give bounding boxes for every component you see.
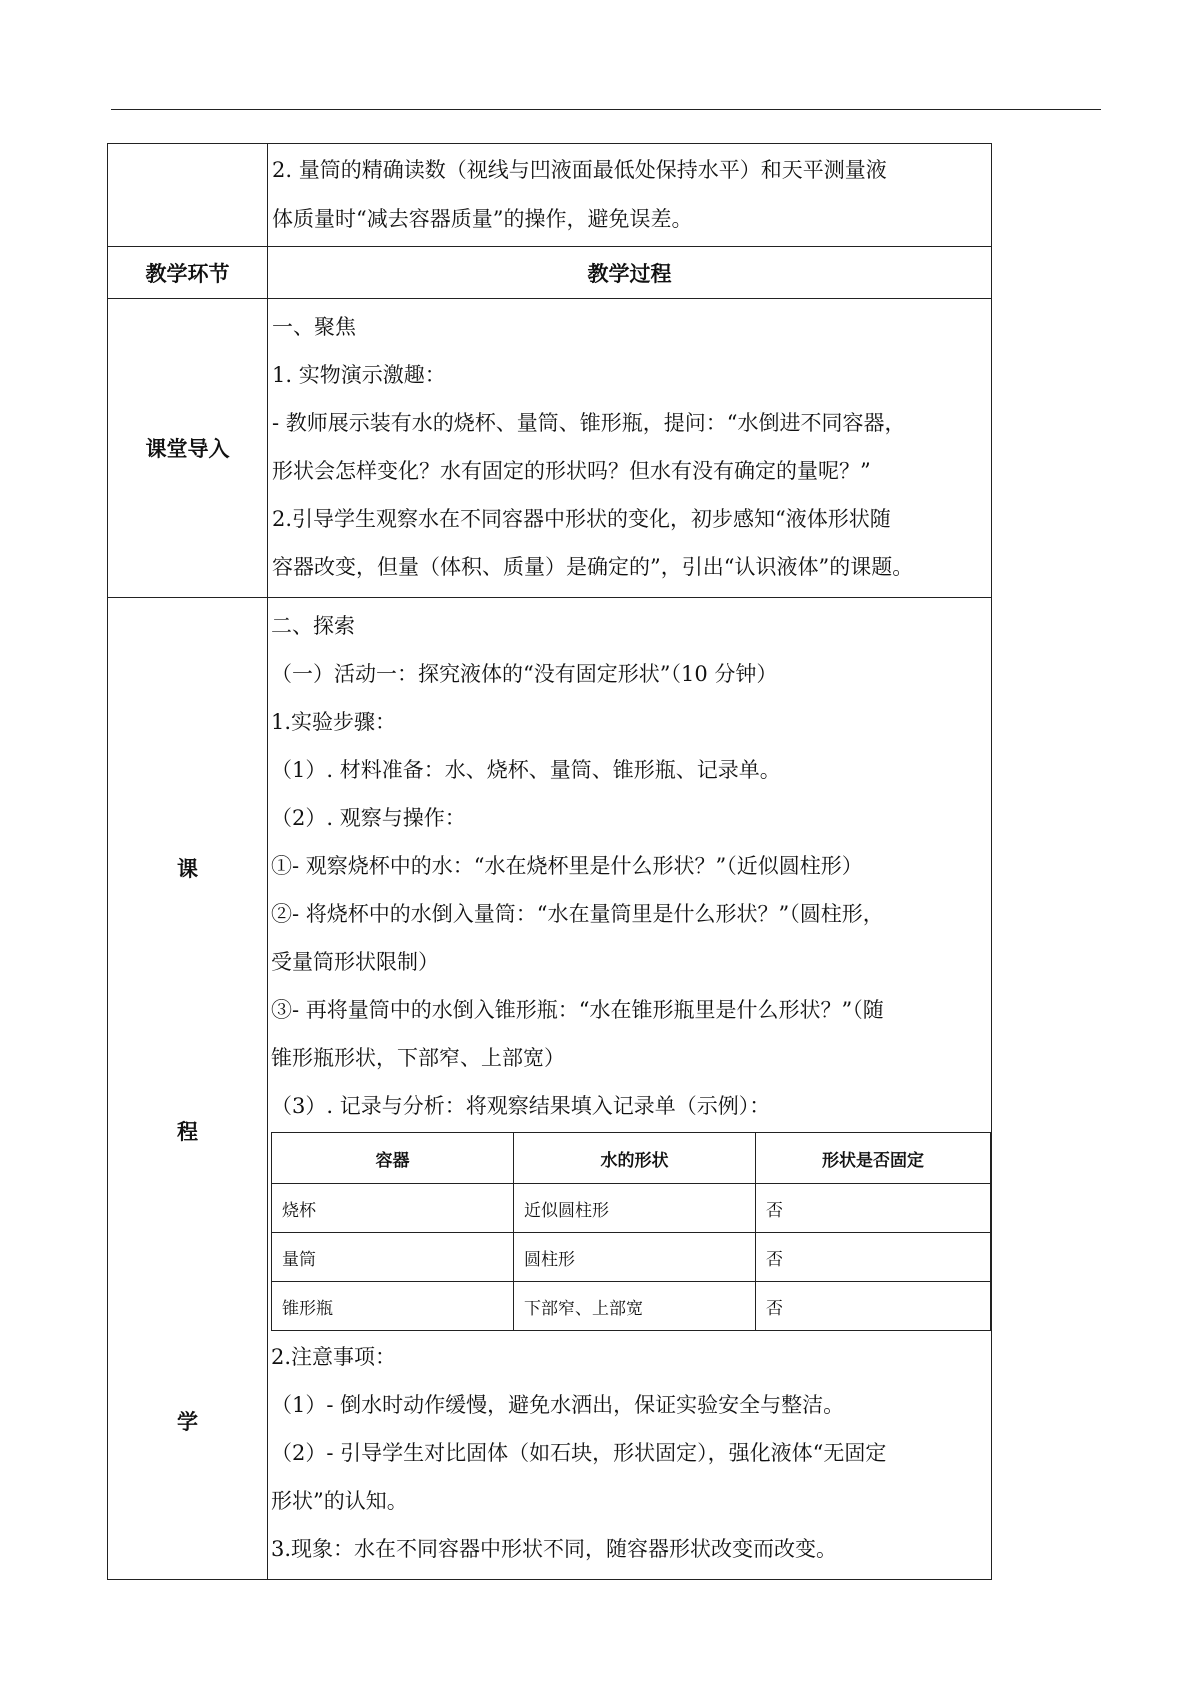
table-row (272, 1184, 991, 1233)
text-line: 一、聚焦 (272, 315, 356, 339)
record-sheet-table (271, 1132, 991, 1331)
text-line: 受量筒形状限制） (271, 950, 439, 974)
text-line: （1）. 材料准备：水、烧杯、量筒、锥形瓶、记录单。 (271, 758, 781, 782)
record-cell: 锥形瓶 (272, 1282, 514, 1331)
intro-label: 课堂导入 (108, 299, 268, 598)
text-line: 2.注意事项： (271, 1345, 397, 1369)
lesson-label-char: 学 (177, 1410, 198, 1434)
text-line: 1. 实物演示激趣： (272, 363, 446, 387)
record-cell: 否 (756, 1233, 991, 1282)
text-line: 2.引导学生观察水在不同容器中形状的变化，初步感知“液体形状随 (272, 507, 891, 531)
record-cell: 烧杯 (272, 1184, 514, 1233)
lesson-content (268, 598, 992, 1580)
text-line: 2. 量筒的精确读数（视线与凹液面最低处保持水平）和天平测量液 (272, 158, 887, 182)
text-line: （3）. 记录与分析：将观察结果填入记录单（示例）： (271, 1094, 771, 1118)
text-line: 形状”的认知。 (271, 1489, 408, 1513)
intro-content (268, 299, 992, 598)
row-lesson (108, 598, 992, 1580)
text-line: - 教师展示装有水的烧杯、量筒、锥形瓶，提问：“水倒进不同容器， (272, 411, 906, 435)
table-row (272, 1233, 991, 1282)
text-line: 1.实验步骤： (271, 710, 397, 734)
text-line: （2）. 观察与操作： (271, 806, 466, 830)
record-header-cell: 水的形状 (514, 1133, 756, 1184)
record-header-cell: 形状是否固定 (756, 1133, 991, 1184)
reading-notes-cell (268, 144, 992, 247)
record-cell: 否 (756, 1282, 991, 1331)
lesson-label-cell (108, 598, 268, 1580)
text-line: （2）- 引导学生对比固体（如石块，形状固定），强化液体“无固定 (271, 1441, 887, 1465)
record-header-cell: 容器 (272, 1133, 514, 1184)
header-rule (111, 109, 1101, 110)
lesson-label-char: 课 (177, 857, 198, 881)
text-line: （一）活动一：探究液体的“没有固定形状”（10 分钟） (271, 662, 778, 686)
empty-cell (108, 144, 268, 247)
lesson-plan-table (107, 143, 992, 1580)
record-cell: 下部窄、上部宽 (514, 1282, 756, 1331)
text-line: ②- 将烧杯中的水倒入量筒：“水在量筒里是什么形状？”（圆柱形， (271, 902, 884, 926)
header-teaching-process: 教学过程 (268, 247, 992, 299)
row-reading-notes (108, 144, 992, 247)
text-line: 形状会怎样变化？水有固定的形状吗？但水有没有确定的量呢？” (272, 459, 871, 483)
record-cell: 圆柱形 (514, 1233, 756, 1282)
text-line: （1）- 倒水时动作缓慢，避免水洒出，保证实验安全与整洁。 (271, 1393, 845, 1417)
record-header-row (272, 1133, 991, 1184)
record-cell: 近似圆柱形 (514, 1184, 756, 1233)
lesson-label-char: 程 (177, 1120, 198, 1144)
text-line: ①- 观察烧杯中的水：“水在烧杯里是什么形状？”（近似圆柱形） (271, 854, 863, 878)
text-line: 3.现象：水在不同容器中形状不同，随容器形状改变而改变。 (271, 1537, 838, 1561)
header-teaching-stage: 教学环节 (108, 247, 268, 299)
row-intro (108, 299, 992, 598)
text-line: 二、探索 (271, 614, 355, 638)
record-cell: 否 (756, 1184, 991, 1233)
text-line: 容器改变，但量（体积、质量）是确定的”，引出“认识液体”的课题。 (272, 555, 914, 579)
record-cell: 量筒 (272, 1233, 514, 1282)
header-row (108, 247, 992, 299)
text-line: 锥形瓶形状，下部窄、上部宽） (271, 1046, 565, 1070)
text-line: ③- 再将量筒中的水倒入锥形瓶：“水在锥形瓶里是什么形状？”（随 (271, 998, 884, 1022)
text-line: 体质量时“减去容器质量”的操作，避免误差。 (272, 207, 693, 231)
table-row (272, 1282, 991, 1331)
